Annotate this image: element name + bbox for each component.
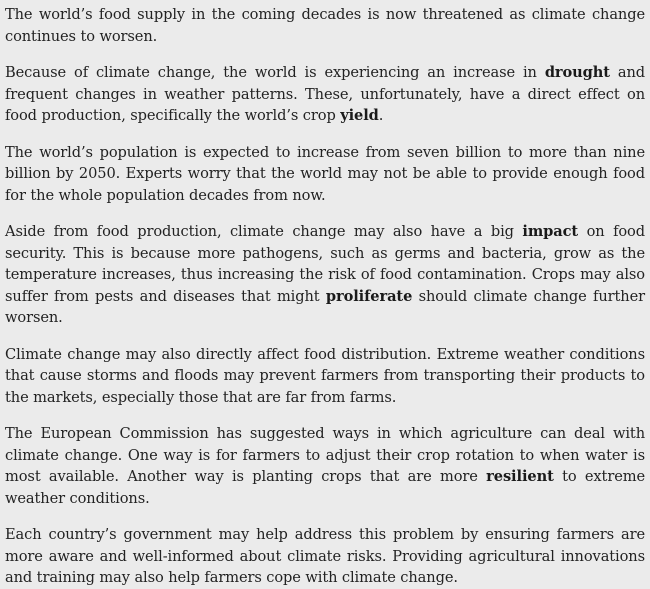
paragraph-text: The European Commission has suggested ways in which agriculture can deal with climate change. One way is for farmers to adjust their crop rotation to when water is most available. Another way is planting crops that are more [5,425,645,485]
keyword-term: drought [544,64,610,81]
paragraph [5,423,645,509]
paragraph-text: Because of climate change, the world is experiencing an increase in [5,64,545,81]
paragraph-text: should climate change further worsen. [5,287,645,326]
paragraph-text: . [378,107,384,124]
paragraph-text: The world’s food supply in the coming decades is now threatened as climate change continues to worsen. [5,6,645,45]
paragraph [5,4,645,47]
paragraph-text: and frequent changes in weather patterns. These, unfortunately, have a direct effect on food production, specifically the world’s crop [5,64,645,124]
paragraph-text: The world’s population is expected to increase from seven billion to more than nine billion by 2050. Experts worry that the world may not be able to provide enough food for the whole population decades from now. [5,143,645,204]
keyword-term: yield [340,107,379,124]
paragraph-text: to extreme weather conditions. [5,468,646,507]
paragraph [5,142,645,207]
paragraph-text: on food security. This is because more pathogens, such as germs and bacteria, grow as the temperature increases, thus increasing the risk of food contamination. Crops may also suffer from pests and diseases that might [5,223,645,305]
keyword-term: proliferate [325,287,413,305]
paragraph [5,524,645,589]
paragraph [5,62,645,127]
keyword-term: resilient [486,468,554,485]
paragraph [5,221,645,329]
keyword-term: impact [522,223,579,240]
paragraph [5,344,645,409]
paragraph-text: Each country’s government may help address this problem by ensuring farmers are more aware and well-informed about climate risks. Providing agricultural innovations and training may also help farmers cope with climate change. [5,526,645,586]
paragraph-text: Aside from food production, climate change may also have a big [5,223,523,240]
paragraph-text: Climate change may also directly affect food distribution. Extreme weather conditions that cause storms and floods may prevent farmers from transporting their products to the markets, especially those that are far from farms. [5,345,645,406]
